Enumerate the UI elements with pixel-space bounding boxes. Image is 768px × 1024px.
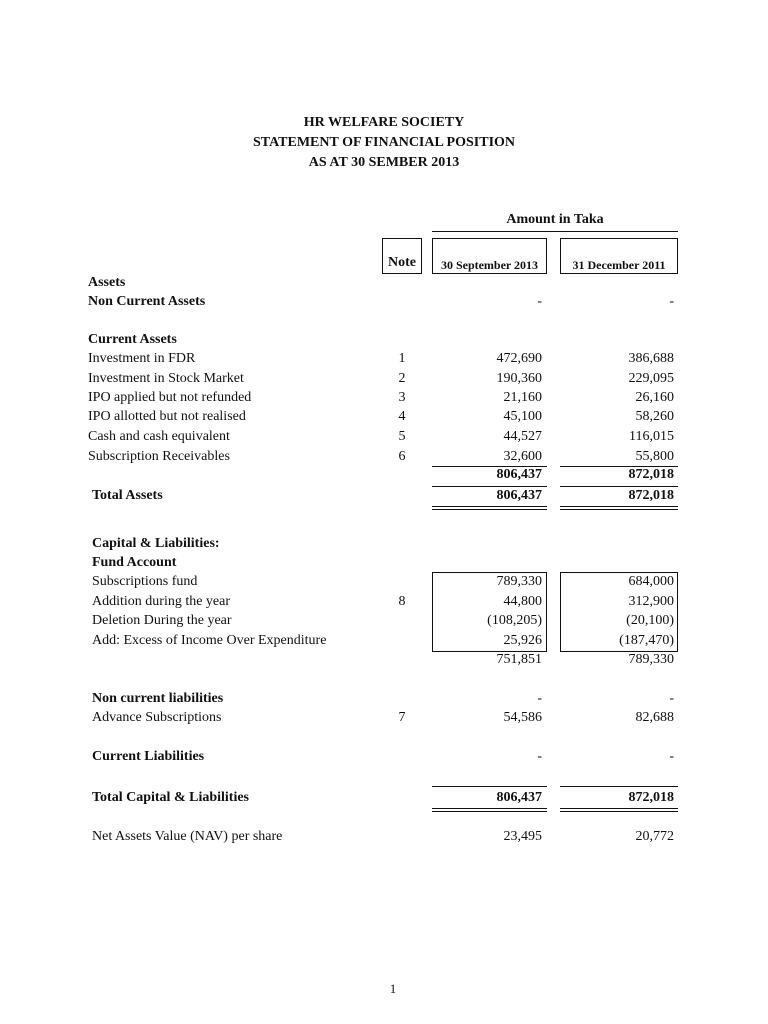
- total-cl-double-rule-4: [560, 811, 678, 812]
- row-v1: 21,160: [503, 390, 542, 405]
- total-cl-double-rule-3: [560, 808, 678, 809]
- assets-subtotal-v1: 806,437: [496, 467, 542, 482]
- statement-title: STATEMENT OF FINANCIAL POSITION: [252, 135, 516, 150]
- fund-row-v1: (108,205): [487, 613, 542, 628]
- nav-per-share-v1: 23,495: [503, 829, 542, 844]
- non-current-assets-label: Non Current Assets: [88, 294, 206, 309]
- total-assets-double-rule-4: [560, 509, 678, 510]
- total-assets-double-rule-1: [432, 506, 547, 507]
- row-label: Subscription Receivables: [88, 449, 230, 464]
- fund-row-label: Deletion During the year: [92, 613, 232, 628]
- assets-title: Assets: [88, 275, 126, 290]
- capital-title: Capital & Liabilities:: [92, 536, 220, 551]
- row-note: 2: [398, 371, 406, 386]
- row-label: IPO allotted but not realised: [88, 409, 246, 424]
- total-cl-top-rule-v1: [432, 786, 547, 787]
- advance-subscriptions-v1: 54,586: [503, 710, 542, 725]
- fund-row-v2: 312,900: [628, 594, 674, 609]
- fund-row-v2: 684,000: [628, 574, 674, 589]
- row-note: 6: [398, 449, 406, 464]
- amount-caption-rule: [432, 231, 678, 232]
- row-note: 4: [398, 409, 406, 424]
- row-label: IPO applied but not refunded: [88, 390, 252, 405]
- row-v1: 45,100: [503, 409, 542, 424]
- row-v1: 44,527: [503, 429, 542, 444]
- assets-subtotal-v2: 872,018: [628, 467, 674, 482]
- row-note: 5: [398, 429, 406, 444]
- row-v2: 229,095: [628, 371, 674, 386]
- non-current-liabilities-v1: -: [537, 691, 542, 706]
- row-v2: 386,688: [628, 351, 674, 366]
- non-current-assets-v2: -: [669, 294, 674, 309]
- col1-header: 30 September 2013: [440, 258, 539, 272]
- current-assets-title: Current Assets: [88, 332, 177, 347]
- org-name: HR WELFARE SOCIETY: [303, 115, 465, 130]
- fund-row-label: Subscriptions fund: [92, 574, 198, 589]
- fund-row-v2: (20,100): [626, 613, 674, 628]
- col2-header: 31 December 2011: [572, 258, 666, 272]
- row-v2: 116,015: [629, 429, 674, 444]
- row-label: Investment in Stock Market: [88, 371, 244, 386]
- advance-subscriptions-v2: 82,688: [635, 710, 674, 725]
- row-v2: 55,800: [635, 449, 674, 464]
- current-liabilities-v1: -: [537, 749, 542, 764]
- nav-per-share-v2: 20,772: [635, 829, 674, 844]
- row-label: Cash and cash equivalent: [88, 429, 230, 444]
- statement-date: AS AT 30 SEMBER 2013: [308, 155, 460, 170]
- row-v1: 472,690: [496, 351, 542, 366]
- advance-subscriptions-note: 7: [398, 710, 406, 725]
- total-assets-top-rule-v1: [432, 486, 547, 487]
- advance-subscriptions-label: Advance Subscriptions: [92, 710, 222, 725]
- page-number: 1: [389, 981, 397, 996]
- row-note: 3: [398, 390, 406, 405]
- row-v2: 26,160: [635, 390, 674, 405]
- row-v1: 190,360: [496, 371, 542, 386]
- total-cl-double-rule-2: [432, 811, 547, 812]
- fund-row-note: 8: [398, 594, 406, 609]
- current-liabilities-label: Current Liabilities: [92, 749, 205, 764]
- amount-caption: Amount in Taka: [506, 212, 604, 227]
- fund-row-label: Add: Excess of Income Over Expenditure: [92, 633, 327, 648]
- row-v1: 32,600: [503, 449, 542, 464]
- total-assets-double-rule-2: [432, 509, 547, 510]
- total-assets-top-rule-v2: [560, 486, 678, 487]
- nav-per-share-label: Net Assets Value (NAV) per share: [92, 829, 283, 844]
- fund-total-v1: 751,851: [496, 652, 542, 667]
- fund-row-label: Addition during the year: [92, 594, 231, 609]
- total-assets-double-rule-3: [560, 506, 678, 507]
- total-assets-label: Total Assets: [92, 488, 163, 503]
- non-current-assets-v1: -: [537, 294, 542, 309]
- total-assets-v1: 806,437: [496, 488, 542, 503]
- total-capital-liabilities-v2: 872,018: [628, 790, 674, 805]
- row-note: 1: [398, 351, 406, 366]
- fund-row-v2: (187,470): [619, 633, 674, 648]
- non-current-liabilities-label: Non current liabilities: [92, 691, 224, 706]
- note-header: Note: [388, 255, 416, 270]
- total-capital-liabilities-v1: 806,437: [496, 790, 542, 805]
- fund-row-v1: 25,926: [503, 633, 542, 648]
- current-liabilities-v2: -: [669, 749, 674, 764]
- fund-row-v1: 789,330: [496, 574, 542, 589]
- row-label: Investment in FDR: [88, 351, 196, 366]
- fund-row-v1: 44,800: [503, 594, 542, 609]
- total-assets-v2: 872,018: [628, 488, 674, 503]
- total-cl-top-rule-v2: [560, 786, 678, 787]
- non-current-liabilities-v2: -: [669, 691, 674, 706]
- fund-total-v2: 789,330: [628, 652, 674, 667]
- row-v2: 58,260: [635, 409, 674, 424]
- fund-account-title: Fund Account: [92, 555, 177, 570]
- total-capital-liabilities-label: Total Capital & Liabilities: [92, 790, 250, 805]
- total-cl-double-rule-1: [432, 808, 547, 809]
